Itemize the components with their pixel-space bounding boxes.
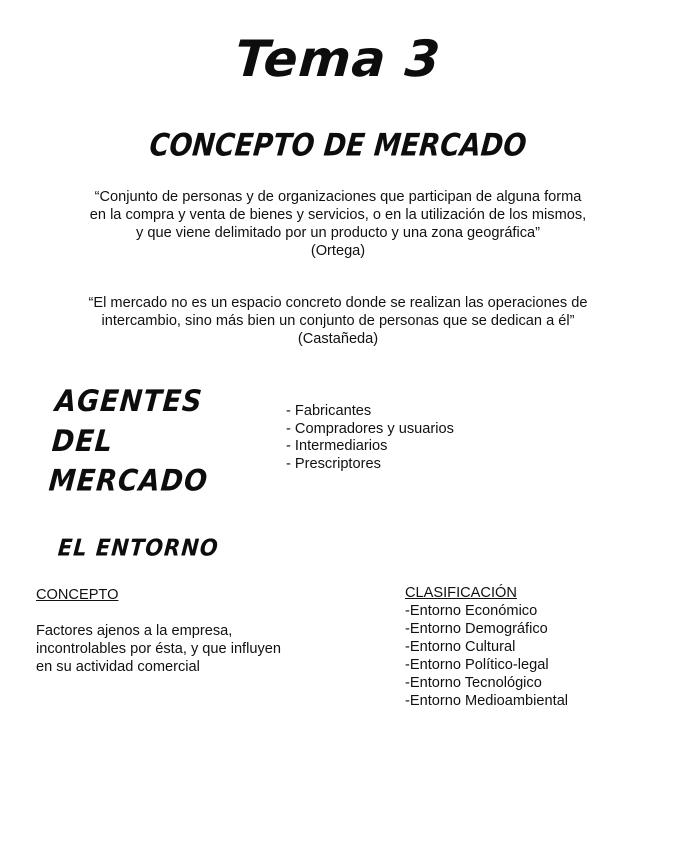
- quote-castaneda: [0, 294, 676, 348]
- quote-author: (Castañeda): [297, 331, 379, 347]
- concepto-text: Factores ajenos a la empresa, incontrolables por ésta, y que influyen en su actividad comercial: [36, 623, 282, 675]
- list-item: -Entorno Cultural: [405, 639, 516, 655]
- heading-line: MERCADO: [47, 464, 210, 499]
- page-title: Tema 3: [233, 30, 443, 88]
- section-heading-agentes: [47, 383, 216, 502]
- list-item: -Entorno Tecnológico: [405, 675, 542, 691]
- list-item: - Prescriptores: [286, 455, 381, 472]
- quote-ortega: [0, 188, 676, 260]
- clasificacion-list: [405, 602, 665, 710]
- quote-author: (Ortega): [310, 243, 366, 259]
- entorno-concepto: [36, 586, 316, 676]
- list-item: -Entorno Económico: [405, 603, 538, 619]
- clasificacion-heading: CLASIFICACIÓN: [405, 585, 517, 601]
- heading-line: AGENTES: [53, 384, 204, 419]
- agentes-list: [286, 403, 454, 473]
- quote-line: “Conjunto de personas y de organizaciones que participan de alguna forma: [94, 189, 582, 205]
- list-item: -Entorno Demográfico: [405, 621, 548, 637]
- section-heading-concepto-mercado: CONCEPTO DE MERCADO: [148, 127, 528, 164]
- quote-line: en la compra y venta de bienes y servicios, o en la utilización de los mismos,: [89, 207, 587, 223]
- concepto-heading: CONCEPTO: [36, 587, 119, 603]
- quote-line: y que viene delimitado por un producto y una zona geográfica”: [135, 225, 541, 241]
- list-item: - Fabricantes: [286, 403, 372, 419]
- list-item: - Intermediarios: [286, 438, 388, 455]
- quote-line: “El mercado no es un espacio concreto donde se realizan las operaciones de: [88, 295, 588, 311]
- entorno-clasificacion: [405, 584, 665, 710]
- quote-line: intercambio, sino más bien un conjunto de personas que se dedican a él”: [101, 313, 575, 329]
- heading-line: DEL: [50, 424, 115, 459]
- section-heading-entorno: EL ENTORNO: [56, 534, 220, 562]
- list-item: - Compradores y usuarios: [286, 420, 454, 437]
- list-item: -Entorno Medioambiental: [405, 693, 569, 709]
- list-item: -Entorno Político-legal: [405, 657, 549, 673]
